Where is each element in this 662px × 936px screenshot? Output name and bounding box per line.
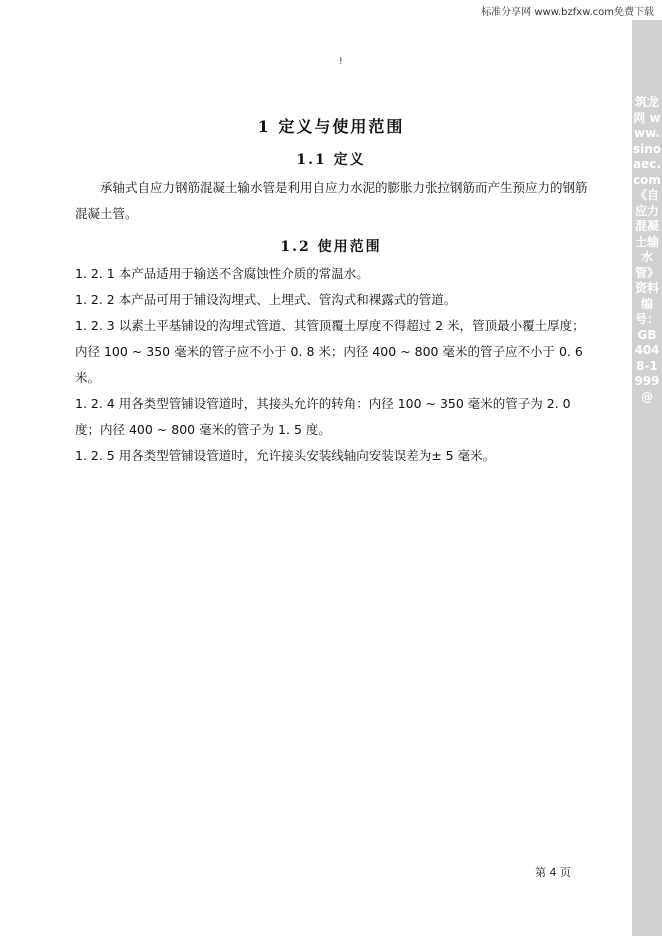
list-item: 1. 2. 1 本产品适用于输送不含腐蚀性介质的常温水。 [75, 266, 369, 281]
subsection-title-scope: 1.2 使用范围 [280, 239, 382, 255]
list-item: 1. 2. 4 用各类型管铺设管道时，其接头允许的转角：内径 100 ~ 350 毫米的管子为 2. 0 度；内径 400 ~ 800 毫米的管子为 1. 5 度。 [75, 396, 571, 437]
page-number: 第 4 页 [535, 866, 571, 879]
scope-list [75, 261, 595, 469]
page-mark: ! [339, 57, 343, 67]
list-item: 1. 2. 2 本产品可用于铺设沟埋式、上埋式、管沟式和裸露式的管道。 [75, 292, 457, 307]
list-item: 1. 2. 5 用各类型管铺设管道时，允许接头安装线轴向安装误差为± 5 毫米。 [75, 448, 496, 463]
definition-paragraph: 承轴式自应力钢筋混凝土输水管是利用自应力水泥的膨胀力张拉钢筋而产生预应力的钢筋混凝土管。 [75, 180, 588, 221]
list-item: 1. 2. 3 以素土平基铺设的沟埋式管道、其管顶覆土厚度不得超过 2 米，管顶最小覆土厚度；内径 100 ~ 350 毫米的管子应不小于 0. 8 米；内径 400 ~ 800 毫米的管子应不小于 0. 6 米。 [75, 318, 585, 385]
sidebar-vertical-text: 筑龙网 www.sinoaec.com 《自应力混凝土输水管》 资料编号：GB 4048-1999 @ [632, 95, 662, 404]
site-header-text: 标准分享网 www.bzfxw.com免费下载 [481, 7, 654, 18]
subsection-title-definition: 1.1 定义 [296, 152, 366, 168]
section-title: 1 定义与使用范围 [257, 117, 405, 136]
